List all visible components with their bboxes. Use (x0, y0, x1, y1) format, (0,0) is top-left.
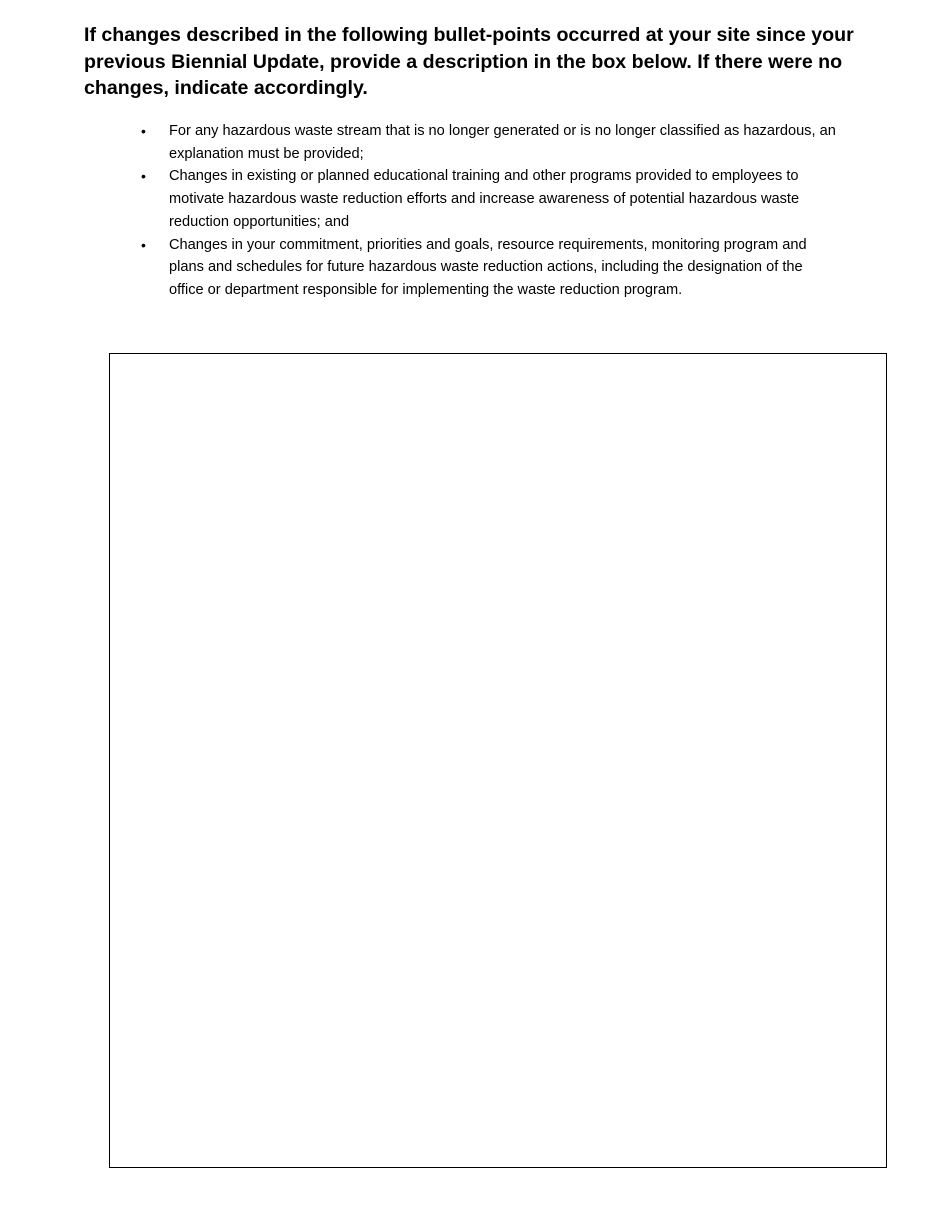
bullet-text: Changes in existing or planned educational training and other programs provided to employees to motivate hazardous waste reduction efforts and increase awareness of potential hazardous waste reduction opportunities; and (169, 168, 800, 230)
instruction-list (141, 120, 841, 302)
bullet-icon: • (141, 168, 146, 185)
list-item (141, 165, 841, 233)
bullet-text: Changes in your commitment, priorities and goals, resource requirements, monitoring program and plans and schedules for future hazardous waste reduction actions, including the designation of the office or department responsible for implementing the waste reduction program. (169, 236, 807, 298)
bullet-icon: • (141, 123, 146, 139)
description-response-box[interactable] (109, 353, 887, 1168)
bullet-text: For any hazardous waste stream that is no longer generated or is no longer classified as hazardous, an explanation must be provided; (169, 123, 836, 162)
bullet-icon: • (141, 236, 146, 253)
section-heading: If changes described in the following bullet-points occurred at your site since your previous Biennial Update, provide a description in the box below. If there were no changes, indicate accordingly. (84, 24, 854, 99)
list-item (141, 234, 841, 302)
list-item (141, 120, 841, 165)
